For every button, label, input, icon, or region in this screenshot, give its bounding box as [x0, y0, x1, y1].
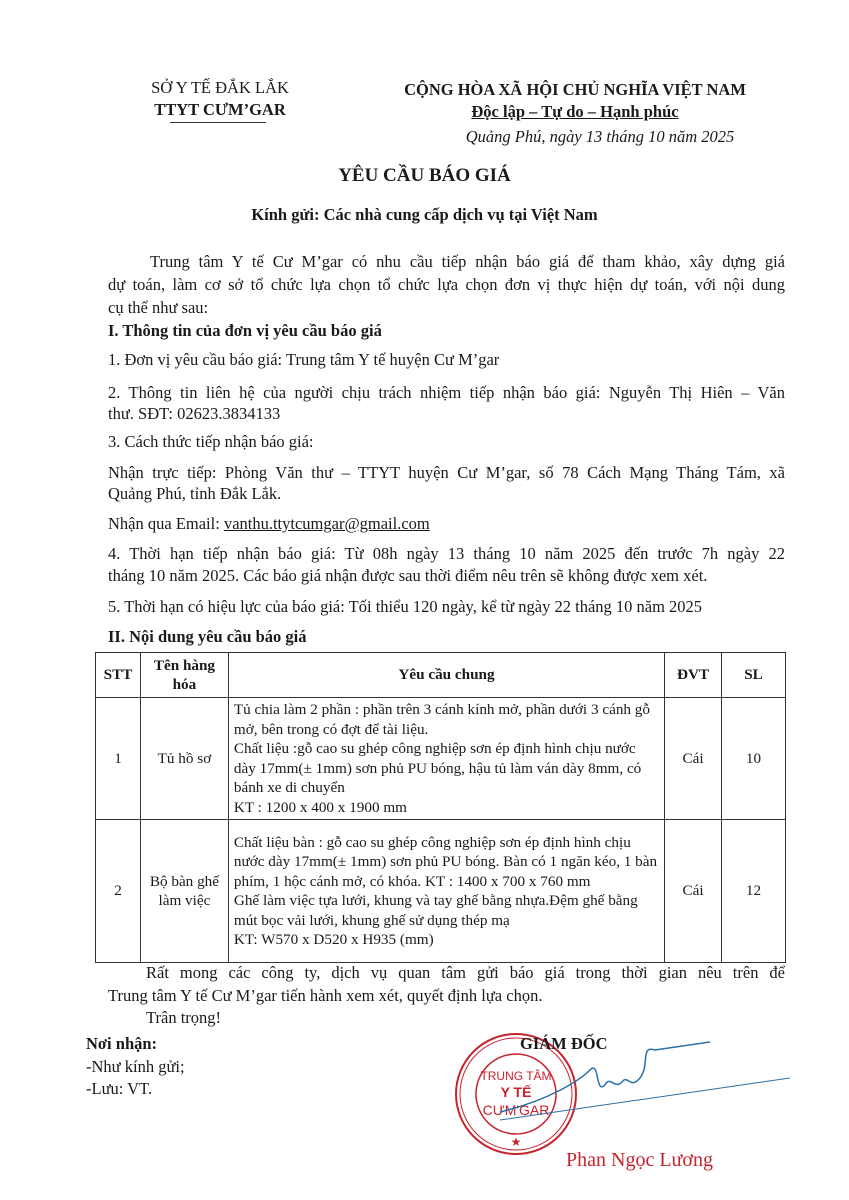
svg-text:Y TẾ: Y TẾ: [500, 1084, 532, 1100]
col-unit: ĐVT: [665, 653, 722, 698]
cell-name: Tủ hồ sơ: [140, 698, 228, 820]
signer-name: Phan Ngọc Lương: [566, 1149, 713, 1171]
handwritten-signature: [490, 1040, 790, 1130]
cell-unit: Cái: [665, 698, 722, 820]
item-1: 1. Đơn vị yêu cầu báo giá: Trung tâm Y tế huyện Cư M’gar: [108, 350, 500, 369]
item-5: 5. Thời hạn có hiệu lực của báo giá: Tối thiểu 120 ngày, kể từ ngày 22 tháng 10 năm 2025: [108, 597, 703, 616]
closing-line: Rất mong các công ty, dịch vụ quan tâm gửi báo giá trong thời gian nêu trên để: [146, 963, 785, 982]
table-row: [96, 698, 786, 820]
col-qty: SL: [722, 653, 786, 698]
ministry-name: SỞ Y TẾ ĐẮK LẮK: [151, 78, 289, 97]
desc-line: Ghế làm việc tựa lưới, khung và tay ghế bằng nhựa.Đệm ghế bằng mút bọc vải lưới, khung ghế sử dụng thép mạ: [233, 892, 638, 929]
motto: Độc lập – Tự do – Hạnh phúc: [471, 102, 679, 121]
recipients-item: -Lưu: VT.: [86, 1079, 153, 1098]
col-name: Tên hàng hóa: [140, 653, 228, 698]
signer-title: GIÁM ĐỐC: [520, 1034, 608, 1053]
desc-line: Chất liệu :gỗ cao su ghép công nghiệp sơn ép định hình chịu nước dày 17mm(± 1mm) sơn phủ PU bóng, hậu tủ làm ván dày 8mm, có bánh xe di chuyển: [233, 740, 642, 796]
recipients-item: -Như kính gửi;: [86, 1057, 185, 1076]
desc-line: Chất liệu bàn : gỗ cao su ghép công nghiệp sơn ép định hình chịu nước dày 17mm(± 1mm) sơn phủ PU bóng. Bàn có 1 ngăn kéo, 1 bàn phím, 1 hộc cánh mở, có khóa. KT : 1400 x 700 x 760 mm: [233, 833, 658, 890]
cell-desc: [228, 820, 664, 963]
email-link[interactable]: vanthu.ttytcumgar@gmail.com: [223, 514, 430, 533]
item-4-cont: tháng 10 năm 2025. Các báo giá nhận được sau thời điểm nêu trên sẽ không được xem xét.: [108, 566, 708, 585]
item-3: 3. Cách thức tiếp nhận báo giá:: [108, 432, 314, 451]
table-header: [96, 653, 786, 698]
section1-heading: I. Thông tin của đơn vị yêu cầu báo giá: [108, 321, 382, 340]
cell-qty: 10: [722, 698, 786, 820]
intro-line: dự toán, làm cơ sở tổ chức lựa chọn tổ chức lựa chọn đơn vị thực hiện dự toán, với nội dung: [108, 275, 785, 294]
cell-name: Bộ bàn ghế làm việc: [140, 820, 228, 963]
direct-receipt: Nhận trực tiếp: Phòng Văn thư – TTYT huyện Cư M’gar, số 78 Cách Mạng Tháng Tám, xã: [108, 463, 785, 482]
desc-line: Tủ chia làm 2 phần : phần trên 3 cánh kính mở, phần dưới 3 cánh gỗ mở, bên trong có đợt để tài liệu.: [233, 701, 650, 738]
email-label: Nhận qua Email:: [108, 514, 224, 533]
item-4: 4. Thời hạn tiếp nhận báo giá: Từ 08h ngày 13 tháng 10 năm 2025 đến trước 7h ngày 22: [108, 544, 785, 563]
intro-line: cụ thể như sau:: [108, 298, 209, 317]
col-desc: Yêu cầu chung: [228, 653, 664, 698]
desc-line: KT: W570 x D520 x H935 (mm): [233, 931, 434, 948]
item-2: 2. Thông tin liên hệ của người chịu trách nhiệm tiếp nhận báo giá: Nguyễn Thị Hiên – Văn: [108, 383, 785, 402]
org-name: TTYT CƯM’GAR: [154, 100, 286, 119]
cell-qty: 12: [722, 820, 786, 963]
regards: Trân trọng!: [146, 1008, 222, 1027]
direct-receipt-cont: Quảng Phú, tỉnh Đắk Lắk.: [108, 484, 282, 503]
svg-text:★: ★: [510, 1135, 522, 1149]
item-2-cont: thư. SĐT: 02623.3834133: [108, 404, 281, 423]
svg-text:TRUNG TÂM: TRUNG TÂM: [480, 1069, 552, 1083]
cell-unit: Cái: [665, 820, 722, 963]
recipient-line: Kính gửi: Các nhà cung cấp dịch vụ tại Việt Nam: [251, 205, 598, 224]
divider: [170, 122, 266, 123]
intro-line: Trung tâm Y tế Cư M’gar có nhu cầu tiếp nhận báo giá để tham khảo, xây dựng giá: [150, 252, 785, 271]
cell-stt: 2: [96, 820, 141, 963]
section2-heading: II. Nội dung yêu cầu báo giá: [108, 627, 307, 646]
col-stt: STT: [96, 653, 141, 698]
desc-line: KT : 1200 x 400 x 1900 mm: [233, 798, 407, 816]
cell-desc: [228, 698, 664, 820]
request-table: [95, 652, 786, 963]
recipients-heading: Nơi nhận:: [86, 1034, 158, 1053]
page-title: YÊU CẦU BÁO GIÁ: [338, 165, 511, 186]
table-row: [96, 820, 786, 963]
document-date: Quảng Phú, ngày 13 tháng 10 năm 2025: [465, 127, 735, 146]
cell-stt: 1: [96, 698, 141, 820]
closing-line: Trung tâm Y tế Cư M’gar tiến hành xem xét, quyết định lựa chọn.: [108, 986, 543, 1005]
svg-text:CƯM'GAR: CƯM'GAR: [482, 1102, 550, 1118]
nation-title: CỘNG HÒA XÃ HỘI CHỦ NGHĨA VIỆT NAM: [404, 80, 746, 99]
